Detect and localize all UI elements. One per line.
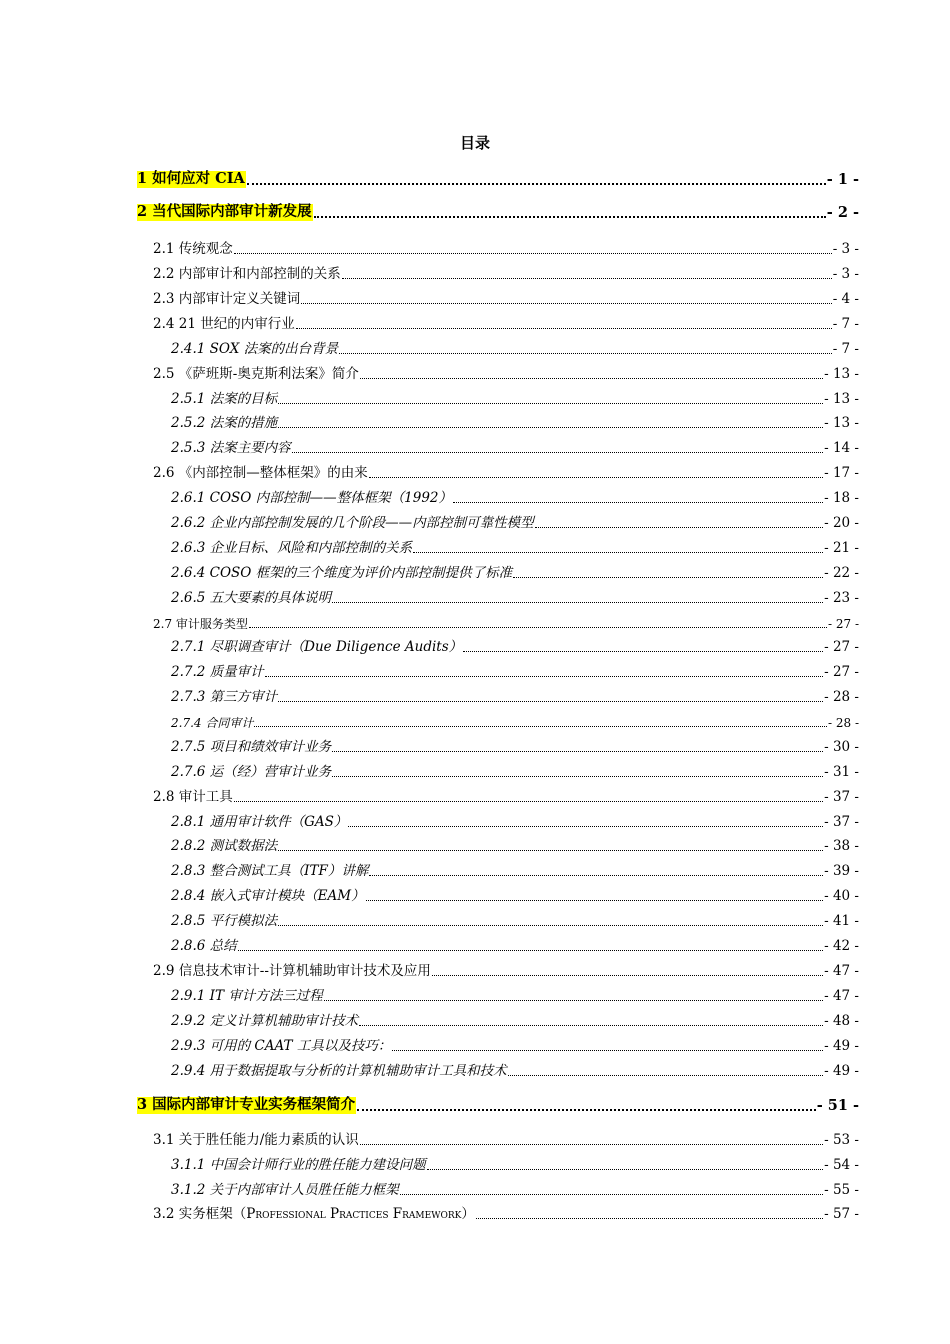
toc-entry-page-number: - 18 - <box>824 489 859 506</box>
toc-entry-level-2[interactable] <box>153 312 859 332</box>
toc-entry-level-3[interactable] <box>171 884 859 904</box>
toc-entry-page-number: - 27 - <box>824 638 859 655</box>
toc-entry-label: 2.6.2 企业内部控制发展的几个阶段——内部控制可靠性模型 <box>171 514 534 531</box>
toc-entry-level-2[interactable] <box>153 262 859 282</box>
toc-entry-level-3[interactable] <box>171 1009 859 1029</box>
dot-leader <box>508 1075 823 1076</box>
toc-entry-label: 2.5.2 法案的措施 <box>171 414 278 431</box>
toc-entry-level-2[interactable] <box>153 237 859 257</box>
toc-entry-label: 2.9 信息技术审计--计算机辅助审计技术及应用 <box>153 962 431 979</box>
toc-entry-label: 3.1.2 关于内部审计人员胜任能力框架 <box>171 1181 399 1198</box>
toc-entry-label: 2.8.1 通用审计软件（GAS） <box>171 813 348 830</box>
toc-entry-level-2[interactable] <box>153 611 859 631</box>
toc-entry-page-number: - 40 - <box>824 887 859 904</box>
toc-entry-level-3[interactable] <box>171 561 859 581</box>
toc-entry-label: 2.9.3 可用的 CAAT 工具以及技巧： <box>171 1037 392 1054</box>
toc-entry-label: 2.8.2 测试数据法 <box>171 837 278 854</box>
toc-entry-label: 2.8.3 整合测试工具（ITF）讲解 <box>171 862 369 879</box>
toc-entry-label: 2.5 《萨班斯-奥克斯利法案》简介 <box>153 365 359 382</box>
dot-leader <box>278 925 823 926</box>
toc-entry-page-number: - 51 - <box>816 1096 859 1114</box>
toc-entry-page-number: - 23 - <box>824 589 859 606</box>
toc-entry-level-1[interactable] <box>137 1094 859 1114</box>
toc-entry-page-number: - 13 - <box>824 414 859 431</box>
toc-entry-page-number: - 37 - <box>824 813 859 830</box>
toc-entry-level-2[interactable] <box>153 1128 859 1148</box>
toc-entry-label: 2.8 审计工具 <box>153 788 233 805</box>
toc-entry-page-number: - 21 - <box>824 539 859 556</box>
dot-leader <box>265 676 823 677</box>
toc-entry-page-number: - 14 - <box>824 439 859 456</box>
toc-entry-page-number: - 39 - <box>824 862 859 879</box>
toc-entry-label: 2.3 内部审计定义关键词 <box>153 290 301 307</box>
dot-leader <box>234 801 823 802</box>
toc-entry-label: 2.8.5 平行模拟法 <box>171 912 278 929</box>
toc-entry-page-number: - 38 - <box>824 837 859 854</box>
toc-entry-label: 3.1 关于胜任能力/能力素质的认识 <box>153 1131 359 1148</box>
dot-leader <box>413 552 823 553</box>
toc-entry-label: 2.1 传统观念 <box>153 240 233 257</box>
dot-leader <box>366 900 824 901</box>
toc-entry-page-number: - 54 - <box>824 1156 859 1173</box>
toc-entry-page-number: - 1 - <box>826 170 859 188</box>
dot-leader <box>234 253 832 254</box>
toc-entry-page-number: - 42 - <box>824 937 859 954</box>
toc-entry-page-number: - 31 - <box>824 763 859 780</box>
toc-entry-level-3[interactable] <box>171 387 859 407</box>
toc-entry-label: 2.5.3 法案主要内容 <box>171 439 291 456</box>
toc-entry-level-3[interactable] <box>171 411 859 431</box>
toc-entry-level-3[interactable] <box>171 635 859 655</box>
toc-entry-page-number: - 27 - <box>827 617 859 631</box>
toc-entry-level-2[interactable] <box>153 785 859 805</box>
toc-entry-page-number: - 4 - <box>832 290 859 307</box>
toc-entry-label: 2.7.3 第三方审计 <box>171 688 278 705</box>
toc-entry-level-3[interactable] <box>171 735 859 755</box>
dot-leader <box>278 427 823 428</box>
toc-entry-label: 2.9.2 定义计算机辅助审计技术 <box>171 1012 359 1029</box>
toc-entry-page-number: - 3 - <box>832 265 859 282</box>
toc-entry-level-3[interactable] <box>171 685 859 705</box>
toc-entry-label: 2.5.1 法案的目标 <box>171 390 278 407</box>
toc-entry-label: 2 当代国际内部审计新发展 <box>137 202 312 220</box>
toc-entry-label: 2.8.6 总结 <box>171 937 237 954</box>
toc-entry-level-3[interactable] <box>171 984 859 1004</box>
dot-leader <box>535 527 823 528</box>
toc-entry-page-number: - 28 - <box>827 716 859 730</box>
toc-entry-label: 2.6.4 COSO 框架的三个维度为评价内部控制提供了标准 <box>171 564 513 581</box>
toc-entry-page-number: - 7 - <box>832 315 859 332</box>
toc-entry-label: 1 如何应对 CIA <box>137 169 245 187</box>
toc-entry-page-number: - 57 - <box>824 1205 859 1222</box>
dot-leader <box>476 1218 823 1219</box>
toc-entry-level-3[interactable] <box>171 337 859 357</box>
toc-entry-level-3[interactable] <box>171 1153 859 1173</box>
dot-leader <box>332 751 823 752</box>
toc-entry-label: 3 国际内部审计专业实务框架简介 <box>137 1095 356 1113</box>
toc-title: 目录 <box>459 134 490 152</box>
dot-leader <box>453 502 823 503</box>
toc-entry-label: 2.6.3 企业目标、风险和内部控制的关系 <box>171 539 413 556</box>
toc-entry-label: 2.8.4 嵌入式审计模块（EAM） <box>171 887 365 904</box>
dot-leader <box>369 875 823 876</box>
toc-entry-page-number: - 48 - <box>824 1012 859 1029</box>
toc-entry-label: 2.4.1 SOX 法案的出台背景 <box>171 340 339 357</box>
toc-entry-level-2[interactable] <box>153 461 859 481</box>
toc-entry-level-3[interactable] <box>171 909 859 929</box>
toc-entry-label: 2.4 21 世纪的内审行业 <box>153 315 295 332</box>
toc-entry-label: 2.7.6 运（经）营审计业务 <box>171 763 332 780</box>
toc-entry-label: 2.9.1 IT 审计方法三过程 <box>171 987 323 1004</box>
dot-leader <box>392 1050 823 1051</box>
dot-leader <box>314 216 826 218</box>
toc-entry-page-number: - 28 - <box>824 688 859 705</box>
dot-leader <box>432 975 823 976</box>
toc-entry-level-2[interactable] <box>153 1202 859 1222</box>
dot-leader <box>359 1025 823 1026</box>
dot-leader <box>332 776 823 777</box>
toc-entry-page-number: - 30 - <box>824 738 859 755</box>
dot-leader <box>400 1194 823 1195</box>
toc-entry-label: 2.6.1 COSO 内部控制——整体框架（1992） <box>171 489 453 506</box>
toc-entry-level-2[interactable] <box>153 362 859 382</box>
toc-entry-level-3[interactable] <box>171 511 859 531</box>
dot-leader <box>360 378 823 379</box>
toc-entry-level-3[interactable] <box>171 436 859 456</box>
toc-entry-level-2[interactable] <box>153 959 859 979</box>
dot-leader <box>332 602 823 603</box>
toc-entry-page-number: - 7 - <box>832 340 859 357</box>
toc-entry-page-number: - 22 - <box>824 564 859 581</box>
toc-entry-page-number: - 27 - <box>824 663 859 680</box>
dot-leader <box>238 950 823 951</box>
toc-entry-level-2[interactable] <box>153 287 859 307</box>
toc-entry-level-3[interactable] <box>171 1178 859 1198</box>
dot-leader <box>342 278 832 279</box>
toc-entry-level-1[interactable] <box>137 201 859 221</box>
toc-entry-label: 2.7 审计服务类型 <box>153 617 248 631</box>
toc-entry-label: 2.7.2 质量审计 <box>171 663 264 680</box>
dot-leader <box>357 1109 816 1111</box>
dot-leader <box>278 701 823 702</box>
toc-entry-level-3[interactable] <box>171 660 859 680</box>
toc-entry-level-1[interactable] <box>137 168 859 188</box>
toc-entry-label: 3.1.1 中国会计师行业的胜任能力建设问题 <box>171 1156 426 1173</box>
toc-entry-page-number: - 13 - <box>824 365 859 382</box>
dot-leader <box>278 850 823 851</box>
toc-entry-label: 2.6.5 五大要素的具体说明 <box>171 589 332 606</box>
toc-entry-page-number: - 55 - <box>824 1181 859 1198</box>
toc-entry-label: 2.7.4 合同审计 <box>171 716 254 730</box>
dot-leader <box>360 1144 823 1145</box>
dot-leader <box>301 303 831 304</box>
toc-entry-label: 2.7.5 项目和绩效审计业务 <box>171 738 332 755</box>
dot-leader <box>463 651 823 652</box>
dot-leader <box>427 1169 823 1170</box>
toc-entry-level-3[interactable] <box>171 810 859 830</box>
toc-entry-page-number: - 49 - <box>824 1062 859 1079</box>
dot-leader <box>278 403 823 404</box>
toc-entry-page-number: - 47 - <box>824 987 859 1004</box>
toc-entry-page-number: - 53 - <box>824 1131 859 1148</box>
toc-entry-level-3[interactable] <box>171 536 859 556</box>
dot-leader <box>348 826 823 827</box>
toc-entry-level-3[interactable] <box>171 586 859 606</box>
toc-entry-level-3[interactable] <box>171 760 859 780</box>
toc-entry-label: 2.9.4 用于数据提取与分析的计算机辅助审计工具和技术 <box>171 1062 507 1079</box>
toc-entry-page-number: - 17 - <box>824 464 859 481</box>
toc-entry-page-number: - 41 - <box>824 912 859 929</box>
dot-leader <box>324 1000 823 1001</box>
toc-entry-level-3[interactable] <box>171 834 859 854</box>
dot-leader <box>247 183 826 185</box>
toc-entry-page-number: - 49 - <box>824 1037 859 1054</box>
toc-entry-level-3[interactable] <box>171 1059 859 1079</box>
toc-entry-page-number: - 13 - <box>824 390 859 407</box>
toc-entry-page-number: - 3 - <box>832 240 859 257</box>
toc-entry-level-3[interactable] <box>171 934 859 954</box>
toc-entry-label: 2.7.1 尽职调查审计（Due Diligence Audits） <box>171 638 463 655</box>
dot-leader <box>292 452 823 453</box>
toc-entry-level-3[interactable] <box>171 1034 859 1054</box>
dot-leader <box>339 353 832 354</box>
dot-leader <box>254 726 827 727</box>
toc-entry-page-number: - 47 - <box>824 962 859 979</box>
toc-entry-label: 2.2 内部审计和内部控制的关系 <box>153 265 341 282</box>
toc-entry-page-number: - 37 - <box>824 788 859 805</box>
dot-leader <box>513 577 823 578</box>
toc-entry-label: 3.2 实务框架（Professional Practices Framework） <box>153 1205 475 1222</box>
toc-entry-label: 2.6 《内部控制—整体框架》的由来 <box>153 464 368 481</box>
toc-entry-page-number: - 20 - <box>824 514 859 531</box>
toc-entry-level-3[interactable] <box>171 710 859 730</box>
toc-entry-page-number: - 2 - <box>826 203 859 221</box>
dot-leader <box>296 328 832 329</box>
dot-leader <box>249 627 827 628</box>
toc-entry-level-3[interactable] <box>171 486 859 506</box>
dot-leader <box>369 477 823 478</box>
toc-entry-level-3[interactable] <box>171 859 859 879</box>
